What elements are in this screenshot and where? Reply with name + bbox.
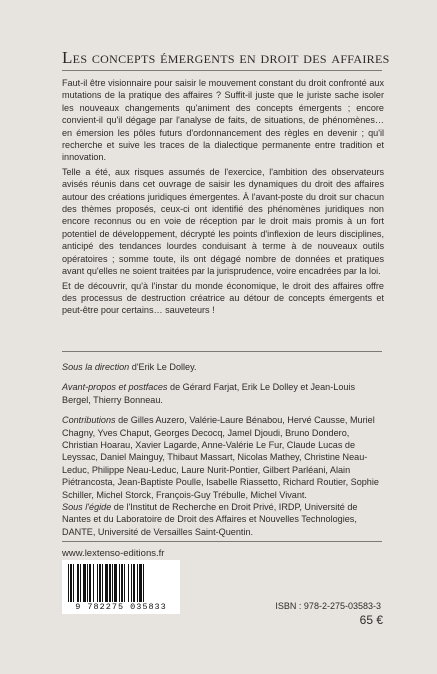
barcode-bar bbox=[80, 564, 81, 602]
isbn: ISBN : 978-2-275-03583-3 bbox=[275, 601, 381, 611]
top-divider bbox=[62, 70, 382, 71]
middle-divider bbox=[62, 351, 382, 352]
barcode-bar bbox=[121, 564, 123, 602]
barcode-bar bbox=[93, 564, 94, 602]
publisher-website: www.lextenso-editions.fr bbox=[62, 548, 165, 559]
barcode bbox=[62, 560, 180, 614]
blurb-paragraph-1: Faut-il être visionnaire pour saisir le mouvement constant du droit confronté aux mutations de la pratique des affaires ? Suffit-il juste que le juriste sache isoler les nouveaux changements qu'animent des concepts émergents ; encore convient-il qu'il dégage par l'analyse de faits, de situations, de phénomènes… en émersion les pôles futurs d'ordonnancement des règles en devenir ; qu'il recherche et suive les traces de la dialectique permanente entre tradition et innovation. bbox=[62, 78, 384, 163]
credit-direction-label: Sous la direction bbox=[62, 362, 130, 372]
credit-avantpropos-text: de Gérard Farjat, Erik Le Dolley et Jean-Louis Bergel, Thierry Bonneau. bbox=[62, 382, 356, 405]
credit-contributions bbox=[62, 414, 384, 501]
barcode-bar bbox=[124, 564, 125, 602]
barcode-bar bbox=[143, 564, 144, 602]
barcode-bar bbox=[77, 564, 79, 602]
book-title: Les concepts émergents en droit des affaires bbox=[62, 48, 390, 67]
barcode-bar bbox=[109, 564, 111, 602]
credit-contributions-label: Contributions bbox=[62, 415, 116, 426]
barcode-bars bbox=[68, 564, 174, 602]
barcode-bar bbox=[105, 564, 108, 602]
credit-avantpropos-label: Avant-propos et postfaces bbox=[62, 382, 168, 393]
barcode-bar bbox=[83, 564, 86, 602]
blurb-paragraph-3: Et de découvrir, qu'à l'instar du monde économique, le droit des affaires offre des processus de destruction créatrice au détour de concepts émergents et peut-être pour certains… sauveteurs ! bbox=[62, 280, 384, 316]
barcode-bar bbox=[131, 564, 132, 602]
credits bbox=[62, 361, 384, 546]
barcode-bar bbox=[102, 564, 103, 602]
barcode-bar bbox=[68, 564, 69, 602]
credit-direction-text: d'Erik Le Dolley. bbox=[129, 362, 197, 372]
barcode-bar bbox=[119, 564, 120, 602]
credit-egide-label: Sous l'égide bbox=[62, 502, 112, 513]
barcode-bar bbox=[128, 564, 129, 602]
barcode-bar bbox=[139, 564, 142, 602]
barcode-bar bbox=[87, 564, 88, 602]
barcode-bar bbox=[99, 564, 101, 602]
credit-avantpropos bbox=[62, 381, 384, 406]
credit-egide-text: de l'Institut de Recherche en Droit Privé, IRDP, Université de Nantes et du Laboratoire de Droit des Affaires et Nouvelles Technologies, DANTE, Université de Versailles Saint-Quentin. bbox=[62, 502, 358, 537]
credit-egide bbox=[62, 501, 384, 538]
barcode-bar bbox=[133, 564, 135, 602]
barcode-bar bbox=[137, 564, 138, 602]
barcode-digits: 9 782275 035833 bbox=[75, 602, 167, 612]
credit-direction bbox=[62, 361, 384, 373]
barcode-bar bbox=[89, 564, 91, 602]
barcode-bar bbox=[73, 564, 74, 602]
credit-contributions-text: de Gilles Auzero, Valérie-Laure Bénabou, Hervé Causse, Muriel Chagny, Yves Chaput, Georges Decocq, Jamel Djoudi, Bruno Dondero, Christian Hoarau, Xavier Lagarde, Anne-Valérie Le Fur, Claude Lucas de Leyssac, Daniel Mainguy, Thibaut Massart, Nicolas Mathey, Christine Neau-Leduc, Philippe Neau-Leduc, Laure Nurit-Pontier, Gilbert Parléani, Alain Piétrancosta, Jean-Baptiste Poulle, Isabelle Riassetto, Richard Routier, Sophie Schiller, Michel Storck, François-Guy Trébulle, Michel Vivant. bbox=[62, 415, 379, 500]
blurb bbox=[62, 77, 384, 319]
barcode-bar bbox=[70, 564, 72, 602]
barcode-bar bbox=[97, 564, 98, 602]
barcode-bar bbox=[114, 564, 117, 602]
bottom-divider bbox=[62, 541, 382, 542]
barcode-bar bbox=[112, 564, 113, 602]
price: 65 € bbox=[359, 613, 383, 627]
blurb-paragraph-2: Telle a été, aux risques assumés de l'exercice, l'ambition des observateurs avisés réunis dans cet ouvrage de saisir les dynamiques du droit des affaires autour des créations juridiques émergentes. À l'avant-poste du droit sur chacun des thèmes proposés, ceux-ci ont identifié des phénomènes juridiques non encore reconnus ou en voie de réception par le droit mais promis à un fort potentiel de développement, décrypté les points d'inflexion de leurs disciplines, anticipé des tendances lourdes conduisant à terme à de nouveaux outils opératoires ; somme toute, ils ont dégagé nombre de données et pratiques avant qu'elles ne soient traitées par la jurisprudence, voire encadrées par la loi. bbox=[62, 166, 384, 277]
